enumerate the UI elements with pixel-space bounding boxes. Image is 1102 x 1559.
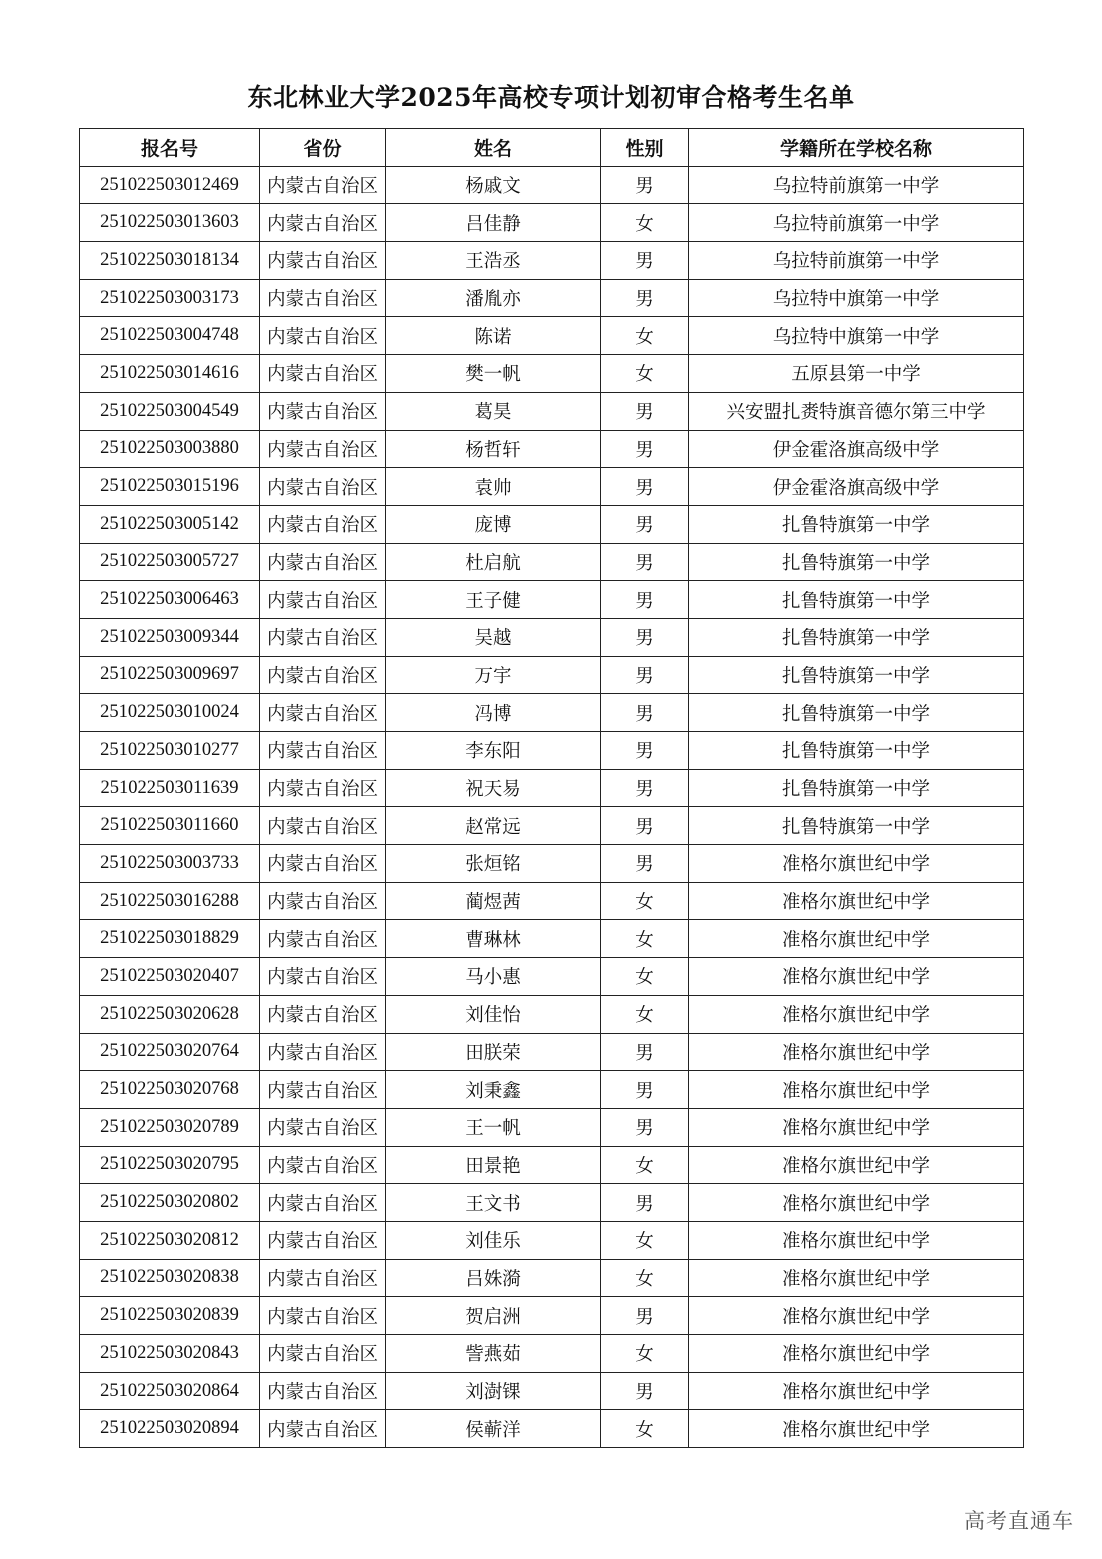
gender-cell: 女 xyxy=(601,355,689,393)
province-cell: 内蒙古自治区 xyxy=(260,1146,386,1184)
school-cell: 扎鲁特旗第一中学 xyxy=(689,656,1024,694)
school-cell: 扎鲁特旗第一中学 xyxy=(689,769,1024,807)
name-cell: 袁帅 xyxy=(386,468,601,506)
gender-cell: 男 xyxy=(601,242,689,280)
gender-cell: 男 xyxy=(601,1108,689,1146)
registration-number-cell: 251022503014616 xyxy=(80,355,260,393)
registration-number-cell: 251022503004549 xyxy=(80,392,260,430)
registration-number-cell: 251022503020802 xyxy=(80,1184,260,1222)
school-cell: 准格尔旗世纪中学 xyxy=(689,1146,1024,1184)
table-row xyxy=(80,392,1024,430)
school-cell: 扎鲁特旗第一中学 xyxy=(689,732,1024,770)
table-row xyxy=(80,279,1024,317)
province-cell: 内蒙古自治区 xyxy=(260,995,386,1033)
province-cell: 内蒙古自治区 xyxy=(260,392,386,430)
name-cell: 曹琳林 xyxy=(386,920,601,958)
province-cell: 内蒙古自治区 xyxy=(260,166,386,204)
name-cell: 田朕荣 xyxy=(386,1033,601,1071)
name-cell: 万宇 xyxy=(386,656,601,694)
gender-cell: 女 xyxy=(601,1410,689,1448)
name-cell: 刘秉鑫 xyxy=(386,1071,601,1109)
name-cell: 潘胤亦 xyxy=(386,279,601,317)
province-cell: 内蒙古自治区 xyxy=(260,242,386,280)
name-cell: 冯博 xyxy=(386,694,601,732)
school-cell: 准格尔旗世纪中学 xyxy=(689,1071,1024,1109)
table-row xyxy=(80,355,1024,393)
province-cell: 内蒙古自治区 xyxy=(260,543,386,581)
school-cell: 准格尔旗世纪中学 xyxy=(689,1033,1024,1071)
province-cell: 内蒙古自治区 xyxy=(260,845,386,883)
gender-cell: 男 xyxy=(601,166,689,204)
table-row xyxy=(80,1372,1024,1410)
name-cell: 刘佳怡 xyxy=(386,995,601,1033)
registration-number-cell: 251022503016288 xyxy=(80,882,260,920)
school-cell: 扎鲁特旗第一中学 xyxy=(689,807,1024,845)
table-row xyxy=(80,1221,1024,1259)
table-row xyxy=(80,769,1024,807)
registration-number-cell: 251022503020843 xyxy=(80,1335,260,1373)
table-row xyxy=(80,1108,1024,1146)
registration-number-cell: 251022503010024 xyxy=(80,694,260,732)
gender-cell: 女 xyxy=(601,958,689,996)
school-cell: 准格尔旗世纪中学 xyxy=(689,1410,1024,1448)
registration-number-cell: 251022503003173 xyxy=(80,279,260,317)
name-cell: 庞博 xyxy=(386,505,601,543)
table-body xyxy=(80,166,1024,1447)
table-row xyxy=(80,1146,1024,1184)
gender-cell: 男 xyxy=(601,807,689,845)
province-cell: 内蒙古自治区 xyxy=(260,732,386,770)
gender-cell: 男 xyxy=(601,392,689,430)
table-row xyxy=(80,430,1024,468)
header-province: 省份 xyxy=(260,129,386,167)
gender-cell: 女 xyxy=(601,1221,689,1259)
school-cell: 伊金霍洛旗高级中学 xyxy=(689,468,1024,506)
province-cell: 内蒙古自治区 xyxy=(260,656,386,694)
gender-cell: 女 xyxy=(601,317,689,355)
registration-number-cell: 251022503006463 xyxy=(80,581,260,619)
school-cell: 乌拉特前旗第一中学 xyxy=(689,166,1024,204)
registration-number-cell: 251022503003733 xyxy=(80,845,260,883)
school-cell: 准格尔旗世纪中学 xyxy=(689,958,1024,996)
school-cell: 准格尔旗世纪中学 xyxy=(689,1259,1024,1297)
registration-number-cell: 251022503020764 xyxy=(80,1033,260,1071)
name-cell: 蔺煜茜 xyxy=(386,882,601,920)
gender-cell: 男 xyxy=(601,845,689,883)
table-row xyxy=(80,807,1024,845)
table-row xyxy=(80,1335,1024,1373)
name-cell: 王浩丞 xyxy=(386,242,601,280)
registration-number-cell: 251022503018134 xyxy=(80,242,260,280)
name-cell: 杜启航 xyxy=(386,543,601,581)
registration-number-cell: 251022503011639 xyxy=(80,769,260,807)
table-row xyxy=(80,920,1024,958)
school-cell: 扎鲁特旗第一中学 xyxy=(689,505,1024,543)
registration-number-cell: 251022503012469 xyxy=(80,166,260,204)
table-row xyxy=(80,468,1024,506)
school-cell: 乌拉特前旗第一中学 xyxy=(689,242,1024,280)
province-cell: 内蒙古自治区 xyxy=(260,279,386,317)
table-row xyxy=(80,882,1024,920)
table-row xyxy=(80,845,1024,883)
gender-cell: 男 xyxy=(601,505,689,543)
watermark: 高考直通车 xyxy=(964,1509,1074,1533)
name-cell: 杨哲轩 xyxy=(386,430,601,468)
registration-number-cell: 251022503013603 xyxy=(80,204,260,242)
school-cell: 准格尔旗世纪中学 xyxy=(689,1372,1024,1410)
header-registration-number: 报名号 xyxy=(80,129,260,167)
province-cell: 内蒙古自治区 xyxy=(260,769,386,807)
gender-cell: 男 xyxy=(601,656,689,694)
table-row xyxy=(80,543,1024,581)
header-row xyxy=(80,129,1024,167)
gender-cell: 男 xyxy=(601,732,689,770)
table-row xyxy=(80,732,1024,770)
table-row xyxy=(80,656,1024,694)
table-row xyxy=(80,1297,1024,1335)
registration-number-cell: 251022503011660 xyxy=(80,807,260,845)
province-cell: 内蒙古自治区 xyxy=(260,430,386,468)
school-cell: 伊金霍洛旗高级中学 xyxy=(689,430,1024,468)
name-cell: 祝天易 xyxy=(386,769,601,807)
school-cell: 准格尔旗世纪中学 xyxy=(689,1221,1024,1259)
table-row xyxy=(80,242,1024,280)
gender-cell: 男 xyxy=(601,1372,689,1410)
school-cell: 准格尔旗世纪中学 xyxy=(689,995,1024,1033)
registration-number-cell: 251022503020628 xyxy=(80,995,260,1033)
name-cell: 葛昊 xyxy=(386,392,601,430)
name-cell: 侯蕲洋 xyxy=(386,1410,601,1448)
gender-cell: 男 xyxy=(601,279,689,317)
registration-number-cell: 251022503020839 xyxy=(80,1297,260,1335)
school-cell: 准格尔旗世纪中学 xyxy=(689,1297,1024,1335)
province-cell: 内蒙古自治区 xyxy=(260,317,386,355)
registration-number-cell: 251022503003880 xyxy=(80,430,260,468)
province-cell: 内蒙古自治区 xyxy=(260,920,386,958)
school-cell: 五原县第一中学 xyxy=(689,355,1024,393)
name-cell: 赵常远 xyxy=(386,807,601,845)
name-cell: 杨戚文 xyxy=(386,166,601,204)
gender-cell: 男 xyxy=(601,430,689,468)
name-cell: 吴越 xyxy=(386,618,601,656)
province-cell: 内蒙古自治区 xyxy=(260,468,386,506)
province-cell: 内蒙古自治区 xyxy=(260,1033,386,1071)
registration-number-cell: 251022503020407 xyxy=(80,958,260,996)
school-cell: 准格尔旗世纪中学 xyxy=(689,1335,1024,1373)
table-header xyxy=(80,129,1024,167)
gender-cell: 男 xyxy=(601,543,689,581)
province-cell: 内蒙古自治区 xyxy=(260,1410,386,1448)
header-name: 姓名 xyxy=(386,129,601,167)
gender-cell: 女 xyxy=(601,204,689,242)
school-cell: 扎鲁特旗第一中学 xyxy=(689,543,1024,581)
candidate-table xyxy=(79,128,1024,1448)
table-row xyxy=(80,1033,1024,1071)
header-gender: 性别 xyxy=(601,129,689,167)
table-row xyxy=(80,166,1024,204)
name-cell: 陈诺 xyxy=(386,317,601,355)
registration-number-cell: 251022503020789 xyxy=(80,1108,260,1146)
registration-number-cell: 251022503005142 xyxy=(80,505,260,543)
registration-number-cell: 251022503020838 xyxy=(80,1259,260,1297)
name-cell: 贺启洲 xyxy=(386,1297,601,1335)
school-cell: 乌拉特前旗第一中学 xyxy=(689,204,1024,242)
table-row xyxy=(80,204,1024,242)
province-cell: 内蒙古自治区 xyxy=(260,694,386,732)
school-cell: 扎鲁特旗第一中学 xyxy=(689,694,1024,732)
school-cell: 扎鲁特旗第一中学 xyxy=(689,581,1024,619)
gender-cell: 女 xyxy=(601,882,689,920)
table-row xyxy=(80,317,1024,355)
name-cell: 王文书 xyxy=(386,1184,601,1222)
school-cell: 准格尔旗世纪中学 xyxy=(689,1184,1024,1222)
name-cell: 刘佳乐 xyxy=(386,1221,601,1259)
school-cell: 兴安盟扎赉特旗音德尔第三中学 xyxy=(689,392,1024,430)
registration-number-cell: 251022503020768 xyxy=(80,1071,260,1109)
name-cell: 吕佳静 xyxy=(386,204,601,242)
province-cell: 内蒙古自治区 xyxy=(260,1297,386,1335)
gender-cell: 女 xyxy=(601,995,689,1033)
gender-cell: 女 xyxy=(601,1146,689,1184)
name-cell: 刘澍锞 xyxy=(386,1372,601,1410)
province-cell: 内蒙古自治区 xyxy=(260,1372,386,1410)
gender-cell: 男 xyxy=(601,769,689,807)
registration-number-cell: 251022503020795 xyxy=(80,1146,260,1184)
province-cell: 内蒙古自治区 xyxy=(260,1259,386,1297)
gender-cell: 男 xyxy=(601,1071,689,1109)
registration-number-cell: 251022503020894 xyxy=(80,1410,260,1448)
registration-number-cell: 251022503010277 xyxy=(80,732,260,770)
header-school: 学籍所在学校名称 xyxy=(689,129,1024,167)
province-cell: 内蒙古自治区 xyxy=(260,1184,386,1222)
table-row xyxy=(80,618,1024,656)
province-cell: 内蒙古自治区 xyxy=(260,882,386,920)
gender-cell: 男 xyxy=(601,1184,689,1222)
table-row xyxy=(80,1071,1024,1109)
table-row xyxy=(80,995,1024,1033)
province-cell: 内蒙古自治区 xyxy=(260,1108,386,1146)
province-cell: 内蒙古自治区 xyxy=(260,581,386,619)
school-cell: 乌拉特中旗第一中学 xyxy=(689,317,1024,355)
gender-cell: 男 xyxy=(601,694,689,732)
gender-cell: 男 xyxy=(601,1033,689,1071)
registration-number-cell: 251022503005727 xyxy=(80,543,260,581)
gender-cell: 男 xyxy=(601,618,689,656)
table-row xyxy=(80,1410,1024,1448)
name-cell: 樊一帆 xyxy=(386,355,601,393)
name-cell: 张烜铭 xyxy=(386,845,601,883)
province-cell: 内蒙古自治区 xyxy=(260,505,386,543)
name-cell: 马小惠 xyxy=(386,958,601,996)
gender-cell: 男 xyxy=(601,1297,689,1335)
table-row xyxy=(80,505,1024,543)
table-row xyxy=(80,1184,1024,1222)
table-row xyxy=(80,1259,1024,1297)
school-cell: 准格尔旗世纪中学 xyxy=(689,920,1024,958)
province-cell: 内蒙古自治区 xyxy=(260,1335,386,1373)
gender-cell: 男 xyxy=(601,468,689,506)
registration-number-cell: 251022503020864 xyxy=(80,1372,260,1410)
school-cell: 准格尔旗世纪中学 xyxy=(689,1108,1024,1146)
registration-number-cell: 251022503020812 xyxy=(80,1221,260,1259)
name-cell: 王一帆 xyxy=(386,1108,601,1146)
gender-cell: 男 xyxy=(601,581,689,619)
school-cell: 准格尔旗世纪中学 xyxy=(689,845,1024,883)
registration-number-cell: 251022503004748 xyxy=(80,317,260,355)
registration-number-cell: 251022503009697 xyxy=(80,656,260,694)
registration-number-cell: 251022503018829 xyxy=(80,920,260,958)
province-cell: 内蒙古自治区 xyxy=(260,807,386,845)
gender-cell: 女 xyxy=(601,1335,689,1373)
page-title: 东北林业大学2025年高校专项计划初审合格考生名单 xyxy=(247,83,855,112)
province-cell: 内蒙古自治区 xyxy=(260,618,386,656)
province-cell: 内蒙古自治区 xyxy=(260,1221,386,1259)
province-cell: 内蒙古自治区 xyxy=(260,204,386,242)
name-cell: 李东阳 xyxy=(386,732,601,770)
table-row xyxy=(80,694,1024,732)
registration-number-cell: 251022503015196 xyxy=(80,468,260,506)
province-cell: 内蒙古自治区 xyxy=(260,355,386,393)
school-cell: 扎鲁特旗第一中学 xyxy=(689,618,1024,656)
name-cell: 王子健 xyxy=(386,581,601,619)
province-cell: 内蒙古自治区 xyxy=(260,1071,386,1109)
gender-cell: 女 xyxy=(601,920,689,958)
province-cell: 内蒙古自治区 xyxy=(260,958,386,996)
gender-cell: 女 xyxy=(601,1259,689,1297)
school-cell: 乌拉特中旗第一中学 xyxy=(689,279,1024,317)
table-row xyxy=(80,581,1024,619)
name-cell: 田景艳 xyxy=(386,1146,601,1184)
name-cell: 吕姝漪 xyxy=(386,1259,601,1297)
name-cell: 訾燕茹 xyxy=(386,1335,601,1373)
registration-number-cell: 251022503009344 xyxy=(80,618,260,656)
table-row xyxy=(80,958,1024,996)
school-cell: 准格尔旗世纪中学 xyxy=(689,882,1024,920)
